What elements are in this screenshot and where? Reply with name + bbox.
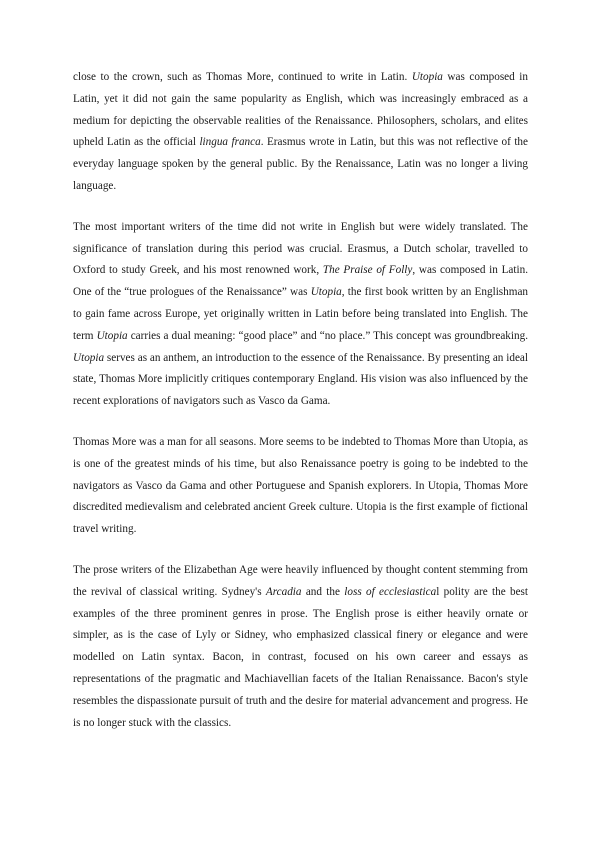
text-run: . Erasmus wrote in Latin, but this was not reflective of the everyday language spoken by the general public. By the Renaissance, Latin was no longer a living language. xyxy=(73,136,528,192)
italic-text-run: Utopia xyxy=(73,351,105,364)
text-run: , the first book written by an Englishman to gain fame across Europe, yet originally written in Latin before being translated into English. The term xyxy=(73,286,529,342)
text-run: serves as an anthem, an introduction to the essence of the Renaissance. By presenting an ideal state, Thomas More implicitly critiques contemporary England. His vision was also influenced by the recent explorations of navigators such as Vasco da Gama. xyxy=(73,351,528,408)
text-run: and the xyxy=(301,585,345,598)
italic-text-run: loss of ecclesiastica xyxy=(344,585,437,598)
italic-text-run: Arcadia xyxy=(265,585,302,598)
text-run: The most important writers of the time did not write in English but were widely translated. The significance of translation during this period was crucial. Erasmus, a Dutch scholar, travelled to Oxford to study Greek, and his most renowned work, xyxy=(73,220,528,277)
text-run: l polity are the best examples of the three prominent genres in prose. The English prose is either heavily ornate or simpler, as is the case of Lyly or Sidney, who emphasized classical finery or elegance and were modelled on Latin syntax. Bacon, in contrast, focused on his own career and essays as representations of the pragmatic and Machiavellian facets of the Italian Renaissance. Bacon's style resembles the dispassionate pursuit of truth and the desire for material advancement and progress. He is no longer stuck with the classics. xyxy=(73,585,528,729)
italic-text-run: Utopia xyxy=(411,71,443,83)
paragraph xyxy=(73,560,528,734)
italic-text-run: Utopia xyxy=(310,286,342,299)
text-run: The prose writers of the Elizabethan Age were heavily influenced by thought content stemming from the revival of classical writing. Sydney's xyxy=(73,563,528,598)
paragraph xyxy=(73,217,528,413)
text-run: close to the crown, such as Thomas More, continued to write in Latin. xyxy=(73,71,412,83)
text-run: was composed in Latin, yet it did not gain the same popularity as English, which was increasingly embraced as a medium for depicting the observable realities of the Renaissance. Philosophers, scholars, and elites upheld Latin as the official xyxy=(73,71,528,149)
document-page xyxy=(73,67,528,753)
italic-text-run: Utopia xyxy=(96,329,128,342)
text-run: , was composed in Latin. One of the “true prologues of the Renaissance” was xyxy=(73,264,528,299)
text-run: carries a dual meaning: “good place” and “no place.” This concept was groundbreaking. xyxy=(127,329,528,342)
text-run: Thomas More was a man for all seasons. More seems to be indebted to Thomas More than Utopia, as is one of the greatest minds of his time, but also Renaissance poetry is going to be indebted to the navigators as Vasco da Gama and other Portuguese and Spanish explorers. In Utopia, Thomas More discredited medievalism and celebrated ancient Greek culture. Utopia is the first example of fictional travel writing. xyxy=(73,435,528,536)
italic-text-run: The Praise of Folly xyxy=(322,264,413,277)
italic-text-run: lingua franca xyxy=(199,136,261,149)
paragraph xyxy=(73,432,528,541)
paragraph xyxy=(73,67,528,198)
